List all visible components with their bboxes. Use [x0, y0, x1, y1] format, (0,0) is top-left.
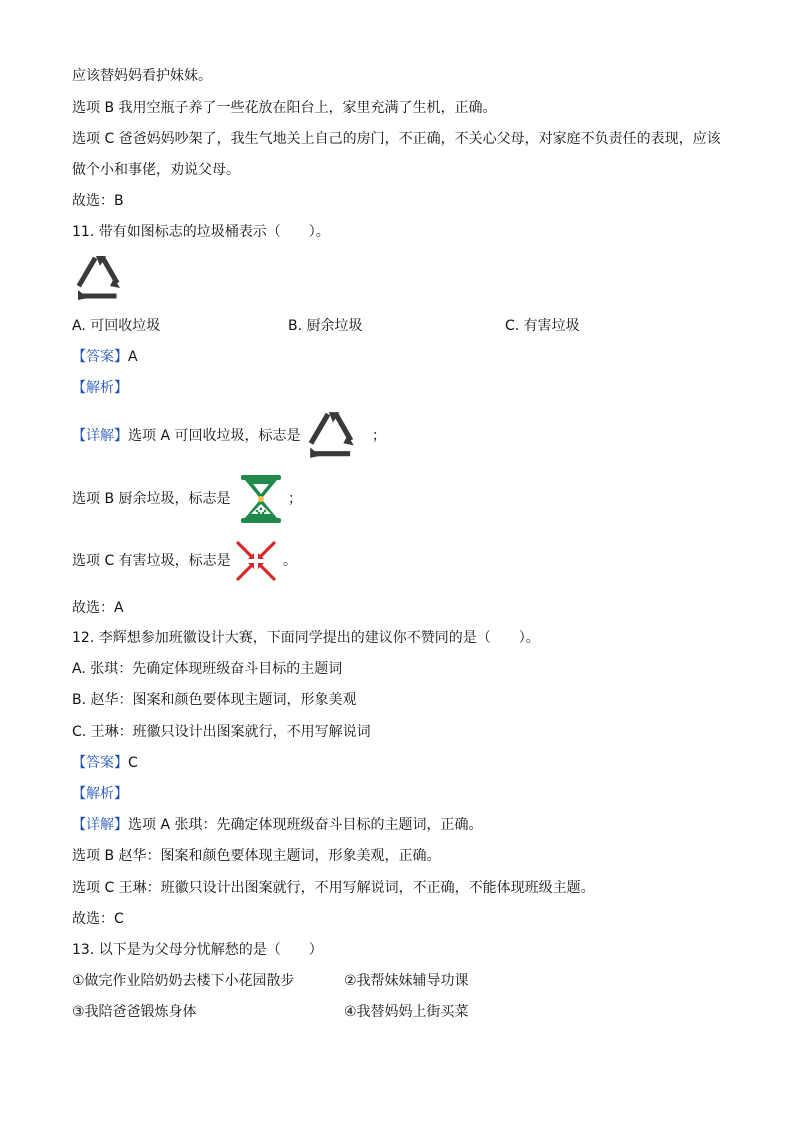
analysis-tag: 【解析】	[72, 786, 128, 802]
q12-option-c: C. 王琳：班徽只设计出图案就行，不用写解说词	[72, 724, 371, 740]
q12-stem: 12. 李辉想参加班徽设计大赛，下面同学提出的建议你不赞同的是（ ）。	[72, 630, 540, 646]
q12-option-b: B. 赵华：图案和颜色要体现主题词，形象美观	[72, 692, 357, 708]
q11-analysis-tag	[72, 378, 128, 398]
q12-detail-a	[72, 815, 482, 835]
q11-option-c: C. 有害垃圾	[505, 318, 580, 334]
q11-stem: 11. 带有如图标志的垃圾桶表示（ ）。	[72, 224, 330, 240]
detail-a-text: 选项 A 张琪：先确定体现班级奋斗目标的主题词，正确。	[128, 817, 483, 833]
q12-analysis-tag	[72, 784, 128, 804]
hazardous-waste-icon	[235, 540, 277, 582]
detail-tag: 【详解】	[72, 817, 128, 833]
q11-detail-c: 选项 C 有害垃圾，标志是	[72, 553, 231, 569]
q11-detail-b: 选项 B 厨余垃圾，标志是	[72, 491, 231, 507]
detail-a-end: ；	[372, 428, 386, 444]
q11-detail-a	[72, 426, 300, 446]
detail-b-end: ；	[288, 491, 302, 507]
q12-answer	[72, 753, 138, 773]
answer-value: C	[128, 755, 138, 771]
detail-c-end: 。	[283, 553, 297, 569]
q11-option-a: A. 可回收垃圾	[72, 318, 161, 334]
answer-tag: 【答案】	[72, 755, 128, 771]
text-line-4: 做个小和事佬，劝说父母。	[72, 162, 240, 178]
q11-option-b: B. 厨余垃圾	[288, 318, 363, 334]
text-line-3: 选项 C 爸爸妈妈吵架了，我生气地关上自己的房门，不正确，不关心父母，对家庭不负责任的表现，应该	[72, 131, 721, 147]
recycle-icon	[306, 410, 360, 460]
recycle-icon	[74, 254, 126, 302]
q13-item-2: ②我帮妹妹辅导功课	[344, 973, 469, 989]
q12-option-a: A. 张琪：先确定体现班级奋斗目标的主题词	[72, 661, 343, 677]
q11-choose: 故选：A	[72, 600, 124, 616]
answer-tag: 【答案】	[72, 349, 128, 365]
detail-tag: 【详解】	[72, 428, 128, 444]
q11-answer	[72, 347, 138, 367]
q12-choose: 故选：C	[72, 911, 124, 927]
q13-stem: 13. 以下是为父母分忧解愁的是（ ）	[72, 942, 323, 958]
q12-detail-b: 选项 B 赵华：图案和颜色要体现主题词，形象美观，正确。	[72, 848, 441, 864]
q12-detail-c: 选项 C 王琳：班徽只设计出图案就行，不用写解说词，不正确，不能体现班级主题。	[72, 880, 595, 896]
q13-item-4: ④我替妈妈上街买菜	[344, 1004, 469, 1020]
analysis-tag: 【解析】	[72, 380, 128, 396]
q13-item-1: ①做完作业陪奶奶去楼下小花园散步	[72, 973, 295, 989]
text-line-1: 应该替妈妈看护妹妹。	[72, 68, 212, 84]
answer-value: A	[128, 349, 138, 365]
text-line-2: 选项 B 我用空瓶子养了一些花放在阳台上，家里充满了生机，正确。	[72, 100, 497, 116]
kitchen-waste-icon	[239, 473, 283, 525]
text-line-5: 故选：B	[72, 193, 124, 209]
detail-a-text: 选项 A 可回收垃圾，标志是	[128, 428, 301, 444]
q13-item-3: ③我陪爸爸锻炼身体	[72, 1004, 197, 1020]
